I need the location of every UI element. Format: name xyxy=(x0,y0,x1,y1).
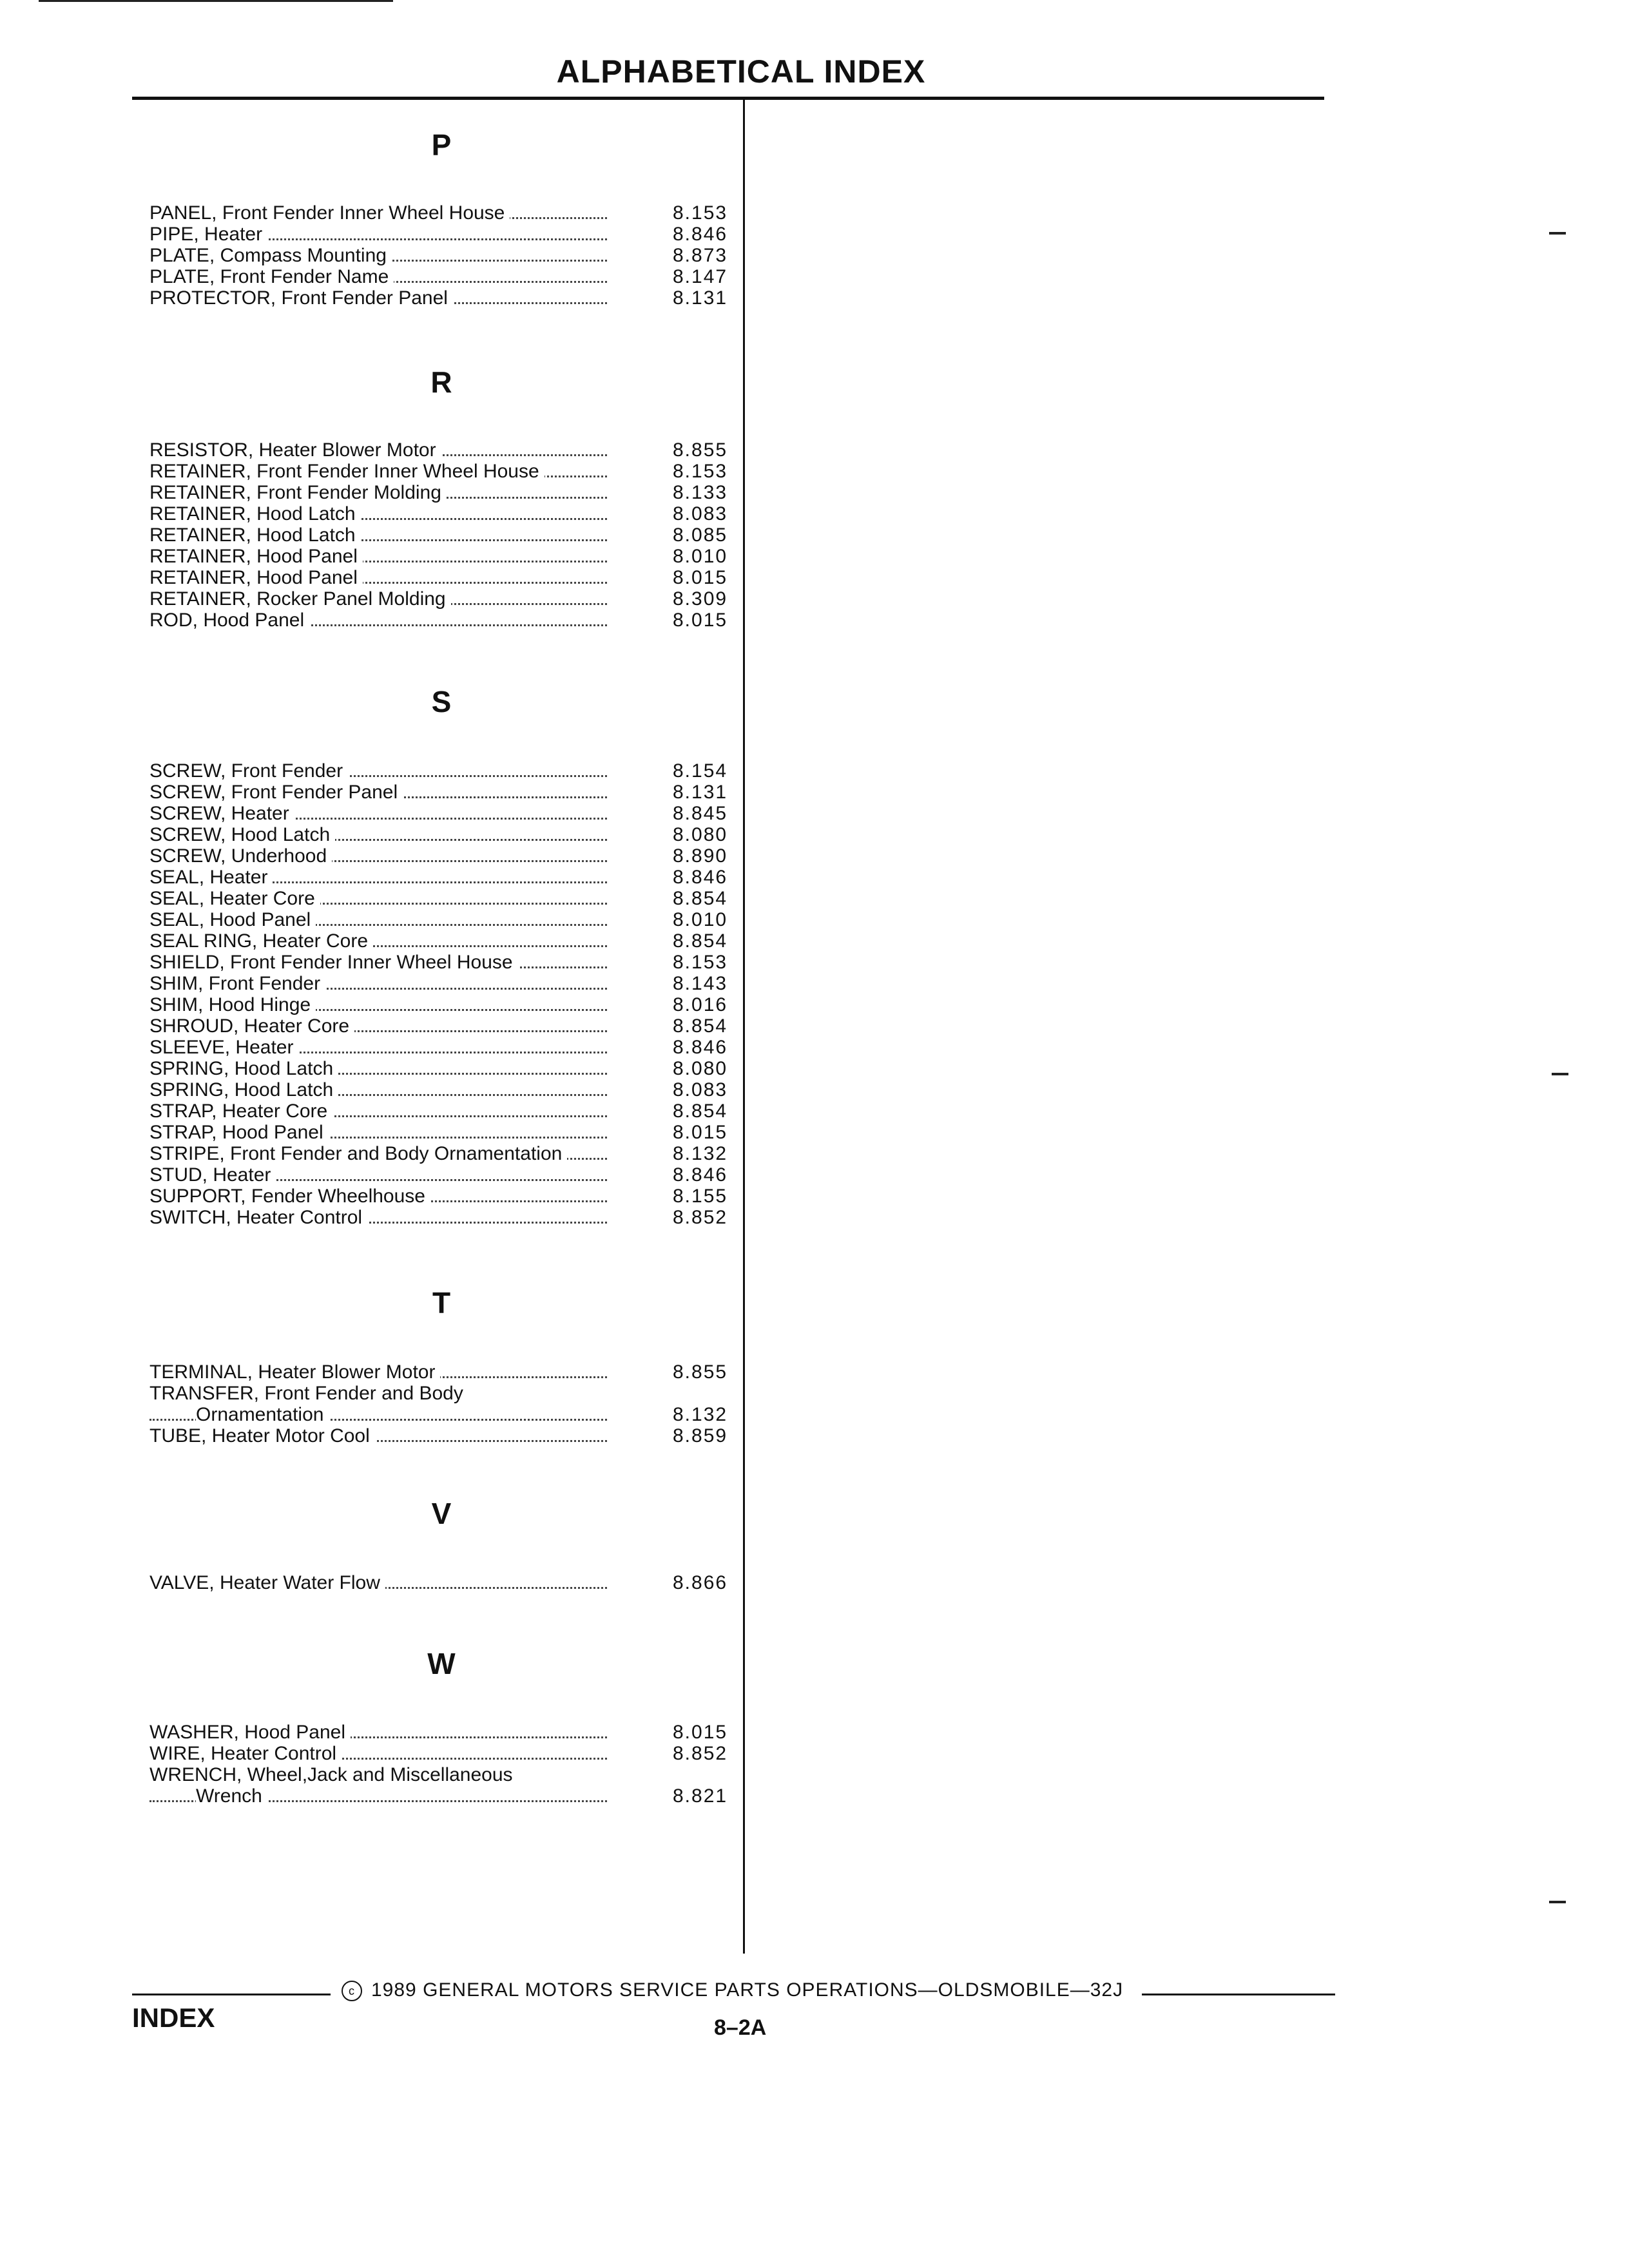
index-entry xyxy=(149,1425,729,1447)
entry-label: SEAL, Heater xyxy=(149,867,273,888)
entry-page: 8.855 xyxy=(673,439,728,461)
entry-page: 8.855 xyxy=(673,1361,728,1383)
entry-label: PLATE, Compass Mounting xyxy=(149,245,392,266)
index-entry xyxy=(149,1383,729,1405)
entry-page: 8.132 xyxy=(673,1143,728,1164)
index-entry xyxy=(149,588,729,610)
entry-page: 8.085 xyxy=(673,524,728,546)
page-title: ALPHABETICAL INDEX xyxy=(556,53,926,90)
section-letter-p: P xyxy=(431,128,452,162)
entry-page: 8.153 xyxy=(673,461,728,482)
index-entry xyxy=(149,287,729,309)
entry-page: 8.854 xyxy=(673,1015,728,1037)
entry-label: STRAP, Heater Core xyxy=(149,1100,333,1122)
footer-rule xyxy=(132,1994,331,1995)
entry-page: 8.155 xyxy=(673,1186,728,1207)
entry-label: SPRING, Hood Latch xyxy=(149,1058,338,1079)
entry-page: 8.153 xyxy=(673,202,728,224)
section-letter-r: R xyxy=(430,365,452,399)
footer-copyright xyxy=(342,1979,1141,2001)
title-rule xyxy=(132,97,1324,100)
index-entry xyxy=(149,845,729,867)
index-entry xyxy=(149,888,729,910)
entry-label: RETAINER, Hood Latch xyxy=(149,503,361,524)
section-letter-s: S xyxy=(431,685,452,718)
entry-page: 8.846 xyxy=(673,224,728,245)
entry-page: 8.866 xyxy=(673,1572,728,1593)
section-letter-t: T xyxy=(432,1286,451,1320)
index-entry xyxy=(149,973,729,995)
entry-label: SHIM, Hood Hinge xyxy=(149,994,316,1015)
entry-page: 8.309 xyxy=(673,588,728,610)
margin-mark xyxy=(1549,232,1566,235)
entry-page: 8.852 xyxy=(673,1207,728,1228)
index-entry xyxy=(149,1186,729,1207)
entry-page: 8.015 xyxy=(673,1122,728,1143)
index-entry xyxy=(149,760,729,782)
index-entry xyxy=(149,1164,729,1186)
footer-section-label: INDEX xyxy=(132,2003,215,2033)
entry-page: 8.016 xyxy=(673,994,728,1015)
index-entry xyxy=(149,1037,729,1059)
entry-label: WIRE, Heater Control xyxy=(149,1743,342,1764)
entry-page: 8.854 xyxy=(673,1100,728,1122)
index-entry xyxy=(149,1722,729,1744)
entry-page: 8.015 xyxy=(673,567,728,588)
index-entry xyxy=(149,1079,729,1101)
entry-page: 8.083 xyxy=(673,1079,728,1100)
section-letter-w: W xyxy=(427,1647,456,1680)
index-entry xyxy=(149,567,729,589)
index-entry xyxy=(149,994,729,1016)
copyright-text: 1989 GENERAL MOTORS SERVICE PARTS OPERATIONS—OLDSMOBILE—32J xyxy=(371,1979,1124,2001)
entry-label: Ornamentation xyxy=(196,1404,329,1425)
entry-label: RETAINER, Hood Panel xyxy=(149,546,363,567)
entry-label: PLATE, Front Fender Name xyxy=(149,266,394,287)
entry-label: VALVE, Heater Water Flow xyxy=(149,1572,385,1593)
entry-page: 8.846 xyxy=(673,1164,728,1186)
entry-page: 8.147 xyxy=(673,266,728,287)
entry-label: RETAINER, Hood Latch xyxy=(149,524,361,546)
index-entry xyxy=(149,439,729,461)
entry-page: 8.015 xyxy=(673,1722,728,1743)
entry-page: 8.010 xyxy=(673,909,728,930)
index-entry xyxy=(149,202,729,224)
index-entry xyxy=(149,1122,729,1144)
index-entry xyxy=(149,930,729,952)
index-entry xyxy=(149,1361,729,1383)
index-entry xyxy=(149,503,729,525)
entry-page: 8.846 xyxy=(673,867,728,888)
margin-mark xyxy=(1549,1901,1566,1903)
index-entry xyxy=(149,1785,729,1807)
entry-label: SCREW, Underhood xyxy=(149,845,332,867)
entry-label: TERMINAL, Heater Blower Motor xyxy=(149,1361,440,1383)
footer-rule xyxy=(1142,1994,1335,1995)
top-rule xyxy=(39,0,393,2)
entry-label: SCREW, Heater xyxy=(149,803,294,824)
margin-mark xyxy=(1552,1073,1568,1075)
entry-page: 8.132 xyxy=(673,1404,728,1425)
index-entry xyxy=(149,952,729,974)
entry-label: TUBE, Heater Motor Cool xyxy=(149,1425,375,1446)
page-number: 8–2A xyxy=(714,2015,767,2040)
entry-label: SEAL, Hood Panel xyxy=(149,909,316,930)
index-entry xyxy=(149,461,729,483)
entry-page: 8.821 xyxy=(673,1785,728,1807)
entry-label: TRANSFER, Front Fender and Body xyxy=(149,1383,468,1404)
entry-page: 8.010 xyxy=(673,546,728,567)
entry-label: SHROUD, Heater Core xyxy=(149,1015,354,1037)
index-entry xyxy=(149,824,729,846)
entry-label: RETAINER, Hood Panel xyxy=(149,567,363,588)
entry-label: ROD, Hood Panel xyxy=(149,610,309,631)
entry-page: 8.846 xyxy=(673,1037,728,1058)
entry-label: SLEEVE, Heater xyxy=(149,1037,298,1058)
index-entry xyxy=(149,482,729,504)
entry-label: RETAINER, Rocker Panel Molding xyxy=(149,588,451,610)
entry-label: SEAL, Heater Core xyxy=(149,888,320,909)
entry-label: SEAL RING, Heater Core xyxy=(149,930,373,952)
entry-page: 8.154 xyxy=(673,760,728,782)
entry-label: STRIPE, Front Fender and Body Ornamentation xyxy=(149,1143,567,1164)
entry-page: 8.080 xyxy=(673,824,728,845)
index-entry xyxy=(149,1404,729,1426)
index-entry xyxy=(149,803,729,825)
index-entry xyxy=(149,524,729,546)
entry-label: SHIELD, Front Fender Inner Wheel House xyxy=(149,952,518,973)
index-entry xyxy=(149,909,729,931)
entry-page: 8.845 xyxy=(673,803,728,824)
entry-page: 8.083 xyxy=(673,503,728,524)
entry-page: 8.143 xyxy=(673,973,728,994)
index-entry xyxy=(149,1143,729,1165)
index-entry xyxy=(149,610,729,631)
entry-page: 8.854 xyxy=(673,888,728,909)
entry-page: 8.153 xyxy=(673,952,728,973)
entry-page: 8.854 xyxy=(673,930,728,952)
entry-label: RETAINER, Front Fender Inner Wheel House xyxy=(149,461,545,482)
entry-label: RETAINER, Front Fender Molding xyxy=(149,482,447,503)
index-entry xyxy=(149,1058,729,1080)
entry-page: 8.859 xyxy=(673,1425,728,1446)
index-entry xyxy=(149,546,729,568)
entry-label: SPRING, Hood Latch xyxy=(149,1079,338,1100)
entry-label: PIPE, Heater xyxy=(149,224,267,245)
entry-label: SHIM, Front Fender xyxy=(149,973,325,994)
entry-label: STUD, Heater xyxy=(149,1164,276,1186)
entry-page: 8.015 xyxy=(673,610,728,631)
entry-page: 8.890 xyxy=(673,845,728,867)
index-entry xyxy=(149,1764,729,1786)
entry-page: 8.080 xyxy=(673,1058,728,1079)
index-entry xyxy=(149,1207,729,1229)
entry-label: SCREW, Front Fender Panel xyxy=(149,782,403,803)
entry-label: Wrench xyxy=(196,1785,267,1807)
entry-label: SWITCH, Heater Control xyxy=(149,1207,367,1228)
index-entry xyxy=(149,1572,729,1594)
index-entry xyxy=(149,782,729,803)
entry-page: 8.131 xyxy=(673,287,728,309)
index-entry xyxy=(149,867,729,889)
entry-label: SCREW, Front Fender xyxy=(149,760,348,782)
entry-page: 8.131 xyxy=(673,782,728,803)
entry-label: RESISTOR, Heater Blower Motor xyxy=(149,439,441,461)
index-entry xyxy=(149,224,729,245)
index-entry xyxy=(149,245,729,267)
entry-page: 8.133 xyxy=(673,482,728,503)
entry-label: SUPPORT, Fender Wheelhouse xyxy=(149,1186,430,1207)
index-entry xyxy=(149,266,729,288)
entry-label: WRENCH, Wheel,Jack and Miscellaneous xyxy=(149,1764,518,1785)
index-entry xyxy=(149,1015,729,1037)
copyright-symbol: c xyxy=(342,1981,362,2001)
entry-page: 8.852 xyxy=(673,1743,728,1764)
section-letter-v: V xyxy=(431,1497,452,1530)
entry-label: SCREW, Hood Latch xyxy=(149,824,335,845)
entry-label: STRAP, Hood Panel xyxy=(149,1122,329,1143)
index-entry xyxy=(149,1100,729,1122)
entry-page: 8.873 xyxy=(673,245,728,266)
entry-label: WASHER, Hood Panel xyxy=(149,1722,351,1743)
entry-label: PROTECTOR, Front Fender Panel xyxy=(149,287,453,309)
entry-label: PANEL, Front Fender Inner Wheel House xyxy=(149,202,510,224)
index-entry xyxy=(149,1743,729,1765)
